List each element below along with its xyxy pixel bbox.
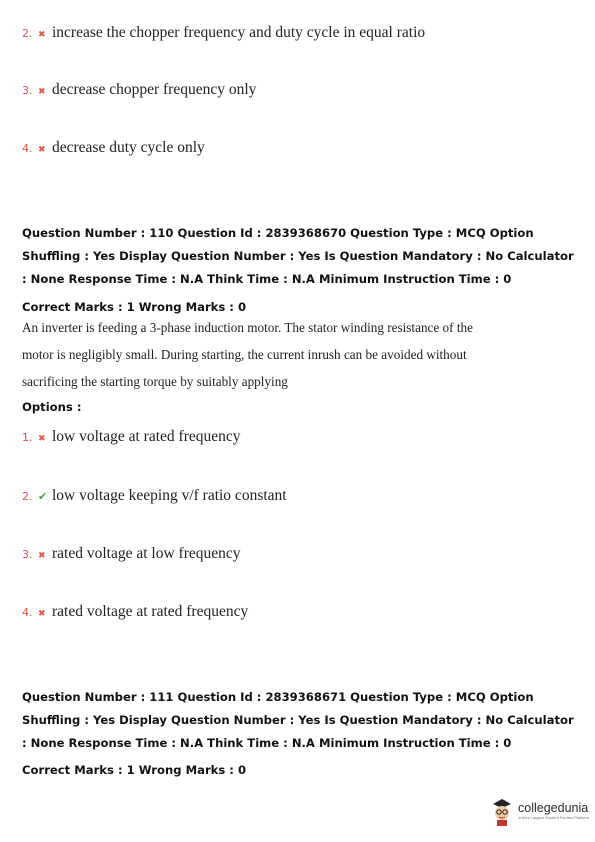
cross-icon: ✖ — [38, 551, 46, 561]
option-item — [22, 24, 425, 42]
option-text: increase the chopper frequency and duty cycle in equal ratio — [52, 24, 426, 41]
option-text: decrease duty cycle only — [52, 139, 205, 156]
cross-icon: ✖ — [38, 145, 46, 155]
option-text: rated voltage at low frequency — [52, 545, 241, 562]
cross-icon: ✖ — [38, 87, 46, 97]
cross-icon: ✖ — [38, 434, 46, 444]
question-marks: Correct Marks : 1 Wrong Marks : 0 — [22, 763, 247, 777]
option-number: 4. — [22, 606, 33, 619]
mascot-icon — [490, 796, 514, 826]
logo-wordmark: collegedunia — [518, 801, 589, 815]
cross-icon: ✖ — [38, 609, 46, 619]
option-number: 2. — [22, 490, 33, 503]
option-number: 4. — [22, 142, 33, 155]
option-text: low voltage at rated frequency — [52, 428, 241, 445]
option-text: decrease chopper frequency only — [52, 81, 257, 98]
question-meta: Question Number : 110 Question Id : 2839368670 Question Type : MCQ Option Shuffling : Yes Display Question Number : Yes Is Question Mandatory : No Calculator : None Response Time : N.A Think Time : N.A Minimum Instruction Time : 0 — [22, 226, 574, 286]
question-text: An inverter is feeding a 3-phase induction motor. The stator winding resistance of the motor is negligibly small. During starting, the current inrush can be avoided without sacrificing the starting torque by suitably applying — [22, 320, 473, 389]
option-item — [22, 603, 248, 621]
option-item — [22, 545, 241, 563]
collegedunia-logo — [490, 796, 589, 826]
option-number: 3. — [22, 84, 33, 97]
options-label: Options : — [22, 400, 82, 414]
option-text: low voltage keeping v/f ratio constant — [52, 487, 287, 504]
question-marks: Correct Marks : 1 Wrong Marks : 0 — [22, 300, 247, 314]
cross-icon: ✖ — [38, 30, 46, 40]
option-item — [22, 81, 256, 99]
option-text: rated voltage at rated frequency — [52, 603, 249, 620]
question-meta: Question Number : 111 Question Id : 2839368671 Question Type : MCQ Option Shuffling : Yes Display Question Number : Yes Is Question Mandatory : No Calculator : None Response Time : N.A Think Time : N.A Minimum Instruction Time : 0 — [22, 690, 574, 750]
option-number: 3. — [22, 548, 33, 561]
option-item — [22, 487, 287, 505]
option-number: 1. — [22, 431, 33, 444]
option-item — [22, 139, 205, 157]
option-item — [22, 428, 241, 446]
check-icon: ✔ — [38, 490, 48, 503]
option-number: 2. — [22, 27, 33, 40]
logo-tagline: India's Largest Student Review Platform — [518, 815, 590, 820]
